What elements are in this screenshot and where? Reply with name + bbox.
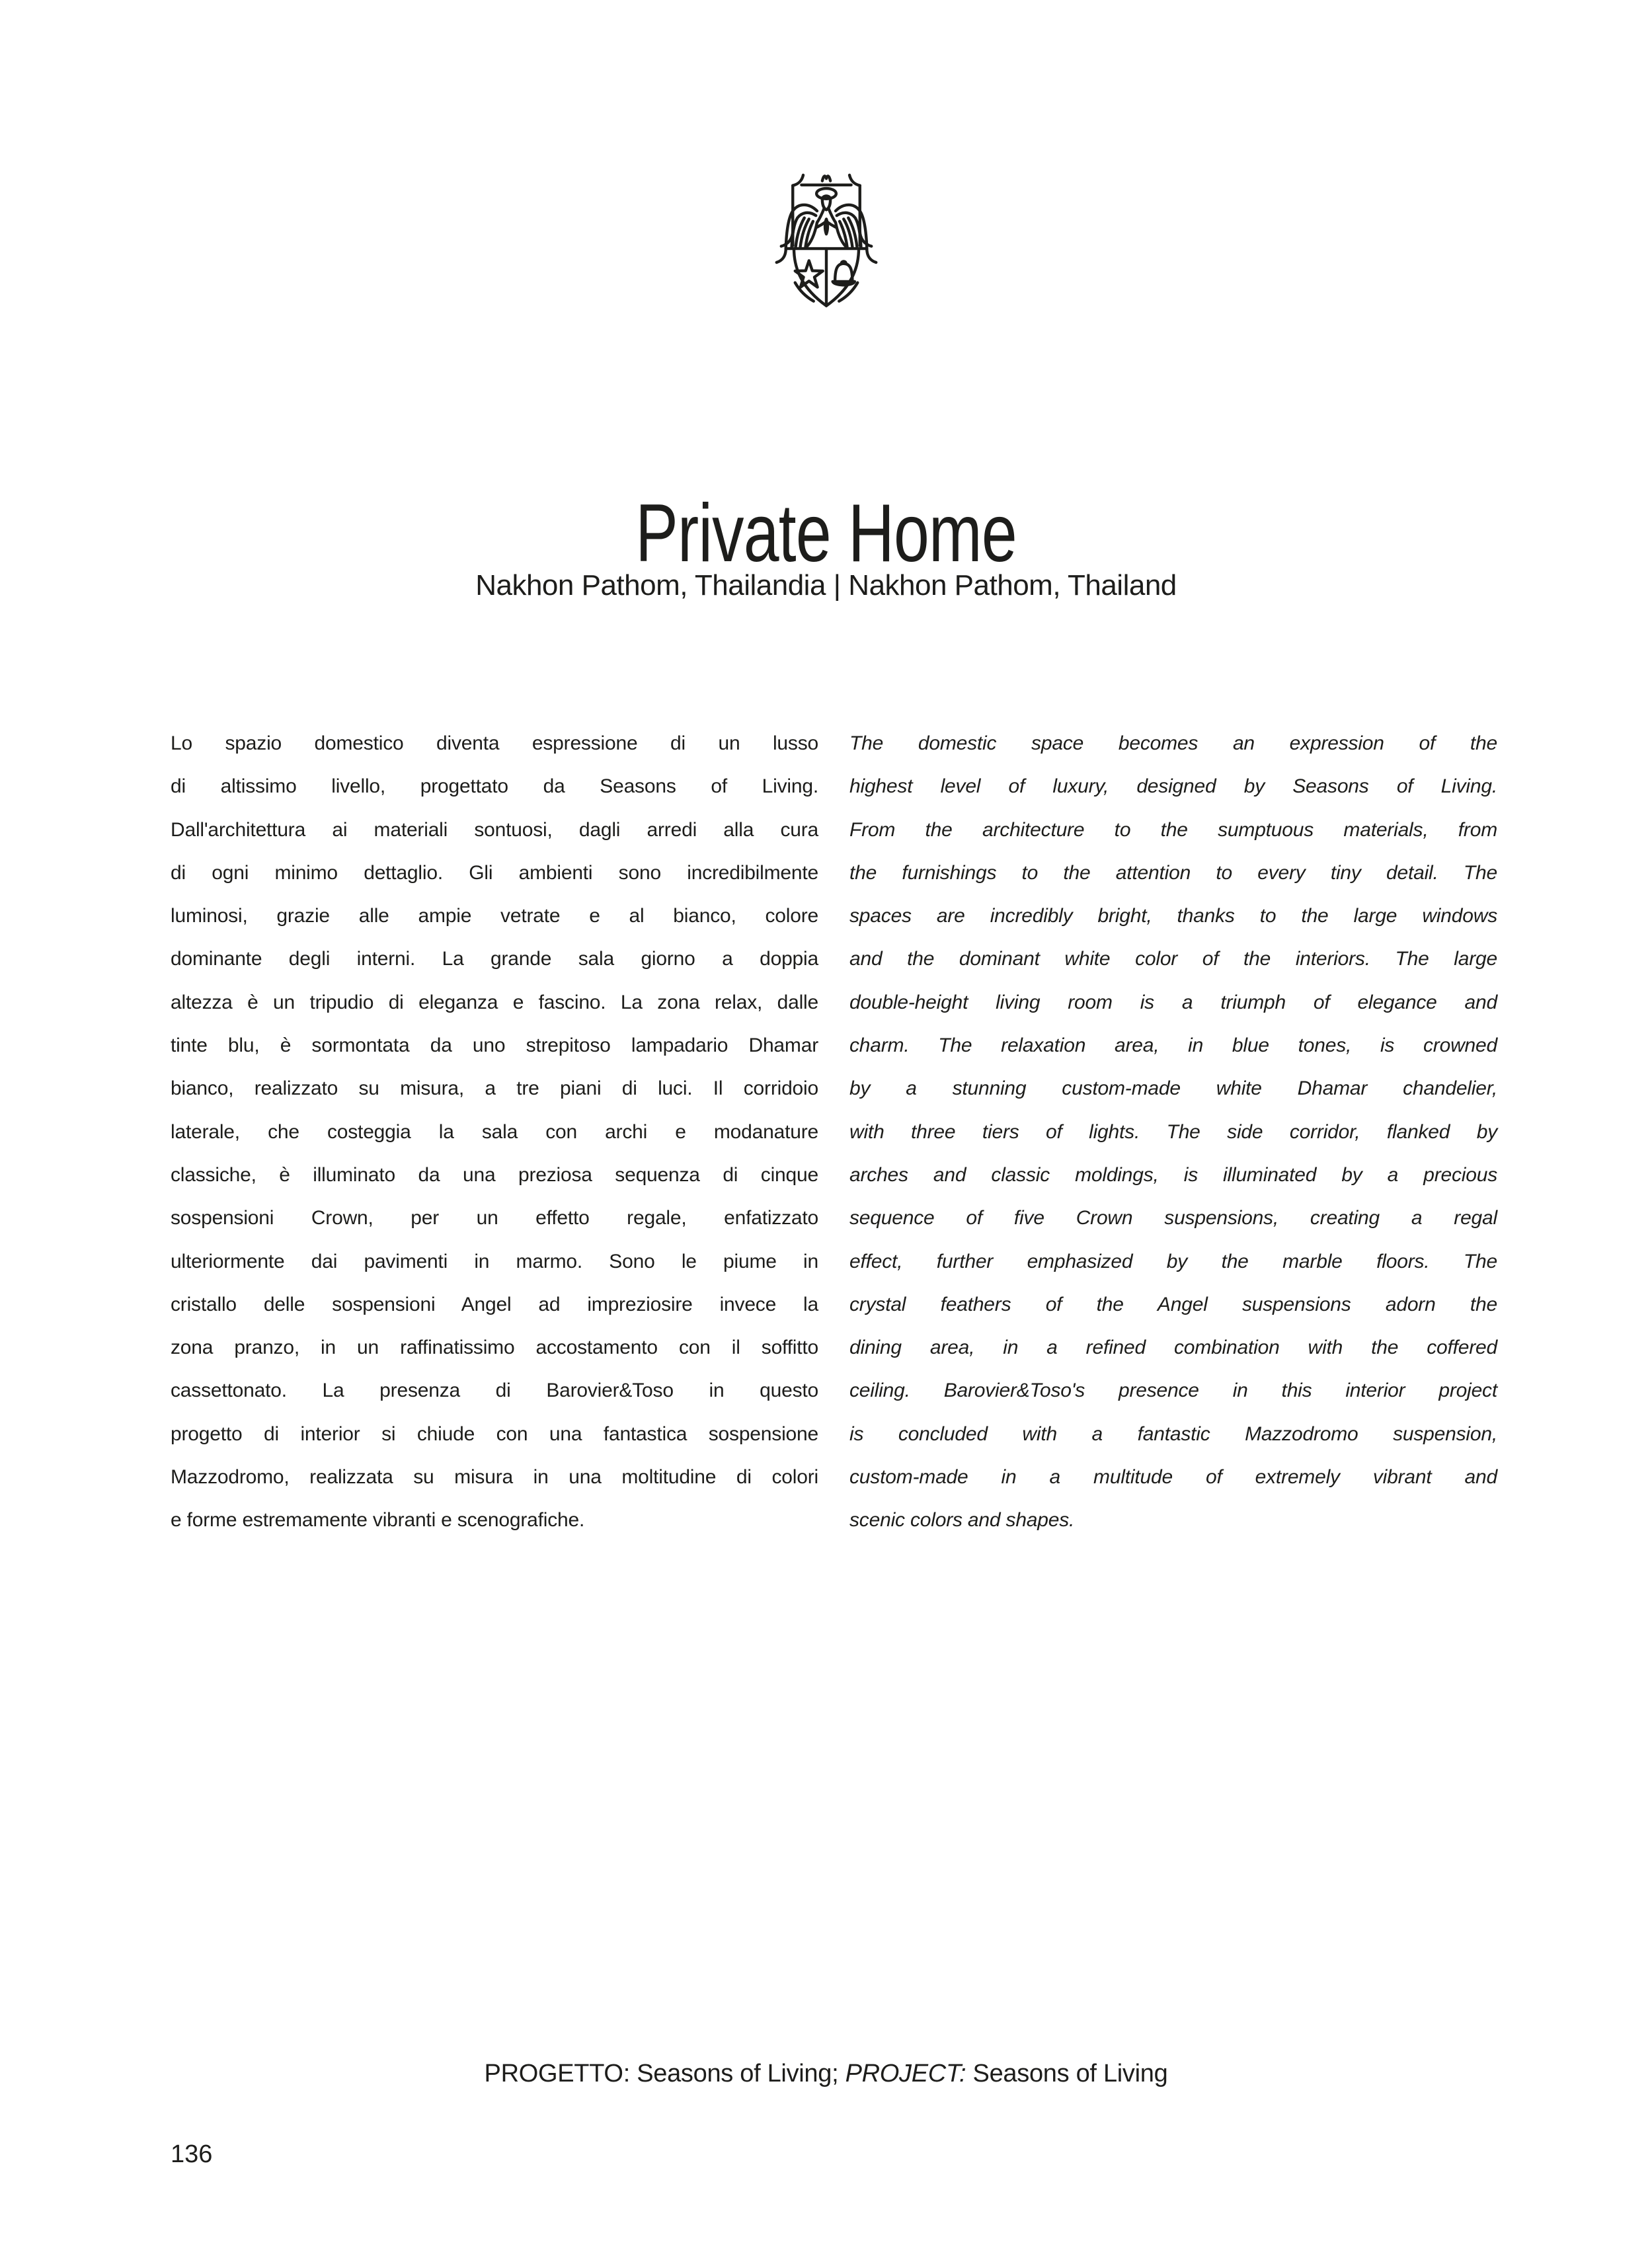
text-line: with three tiers of lights. The side corridor, flanked by (849, 1120, 1497, 1143)
text-line: zona pranzo, in un raffinatissimo accostamento con il soffitto (171, 1337, 818, 1359)
text-line: double-height living room is a triumph of elegance and (849, 991, 1497, 1013)
text-line: The domestic space becomes an expression of the (849, 732, 1497, 754)
text-line: di altissimo livello, progettato da Seasons of Living. (171, 775, 818, 798)
text-line: progetto di interior si chiude con una fantastica sospensione (171, 1422, 818, 1445)
text-line: cristallo delle sospensioni Angel ad impreziosire invece la (171, 1293, 818, 1315)
caption-project-label: PROJECT: (845, 2060, 966, 2087)
text-line: e forme estremamente vibranti e scenografiche. (171, 1509, 585, 1532)
page-number: 136 (171, 2140, 213, 2168)
angel-crest-logo (768, 169, 884, 314)
text-line: crystal feathers of the Angel suspensions adorn the (849, 1293, 1497, 1315)
text-line: by a stunning custom-made white Dhamar chandelier, (849, 1077, 1497, 1100)
text-line: Lo spazio domestico diventa espressione di un lusso (171, 732, 818, 754)
text-line: di ogni minimo dettaglio. Gli ambienti sono incredibilmente (171, 861, 818, 884)
text-line: sequence of five Crown suspensions, creating a regal (849, 1207, 1497, 1229)
text-line: From the architecture to the sumptuous materials, from (849, 818, 1497, 841)
english-text-column (849, 722, 1497, 1542)
crown-icon (822, 176, 830, 180)
caption-progetto: PROGETTO: Seasons of Living; (484, 2060, 846, 2087)
text-line: spaces are incredibly bright, thanks to the large windows (849, 905, 1497, 927)
page-title: Private Home (635, 488, 1017, 579)
bell-icon (832, 261, 854, 285)
text-line: dominante degli interni. La grande sala giorno a doppia (171, 948, 818, 970)
text-line: laterale, che costeggia la sala con archi e modanature (171, 1120, 818, 1143)
text-line: bianco, realizzato su misura, a tre piani di luci. Il corridoio (171, 1077, 818, 1100)
text-line: ulteriormente dai pavimenti in marmo. Sono le piume in (171, 1250, 818, 1272)
page-title-wrap (0, 488, 1652, 579)
text-line: luminosi, grazie alle ampie vetrate e al bianco, colore (171, 905, 818, 927)
project-caption (0, 2061, 1652, 2086)
text-line: classiche, è illuminato da una preziosa sequenza di cinque (171, 1163, 818, 1186)
text-line: tinte blu, è sormontata da uno strepitoso lampadario Dhamar (171, 1034, 818, 1057)
caption-project-value: Seasons of Living (966, 2060, 1168, 2087)
text-line: Dall'architettura ai materiali sontuosi, dagli arredi alla cura (171, 818, 818, 841)
italian-text-column (171, 722, 818, 1542)
text-line: sospensioni Crown, per un effetto regale, enfatizzato (171, 1207, 818, 1229)
text-line: is concluded with a fantastic Mazzodromo suspension, (849, 1422, 1497, 1445)
text-line: Mazzodromo, realizzata su misura in una moltitudine di colori (171, 1466, 818, 1489)
text-line: the furnishings to the attention to every tiny detail. The (849, 861, 1497, 884)
text-line: scenic colors and shapes. (849, 1509, 1075, 1532)
star-icon (795, 260, 822, 287)
text-line: custom-made in a multitude of extremely vibrant and (849, 1466, 1497, 1489)
text-line: and the dominant white color of the interiors. The large (849, 948, 1497, 970)
text-line: arches and classic moldings, is illuminated by a precious (849, 1163, 1497, 1186)
body-text (171, 722, 1497, 1542)
text-line: highest level of luxury, designed by Seasons of Living. (849, 775, 1497, 798)
text-line: cassettonato. La presenza di Barovier&Toso in questo (171, 1380, 818, 1402)
text-line: effect, further emphasized by the marble floors. The (849, 1250, 1497, 1272)
text-line: altezza è un tripudio di eleganza e fascino. La zona relax, dalle (171, 991, 818, 1013)
text-line: dining area, in a refined combination with the coffered (849, 1337, 1497, 1359)
text-line: charm. The relaxation area, in blue tones, is crowned (849, 1034, 1497, 1057)
text-line: ceiling. Barovier&Toso's presence in this interior project (849, 1380, 1497, 1402)
angel-icon (785, 188, 867, 248)
page-subtitle: Nakhon Pathom, Thailandia | Nakhon Pathom, Thailand (475, 569, 1177, 602)
